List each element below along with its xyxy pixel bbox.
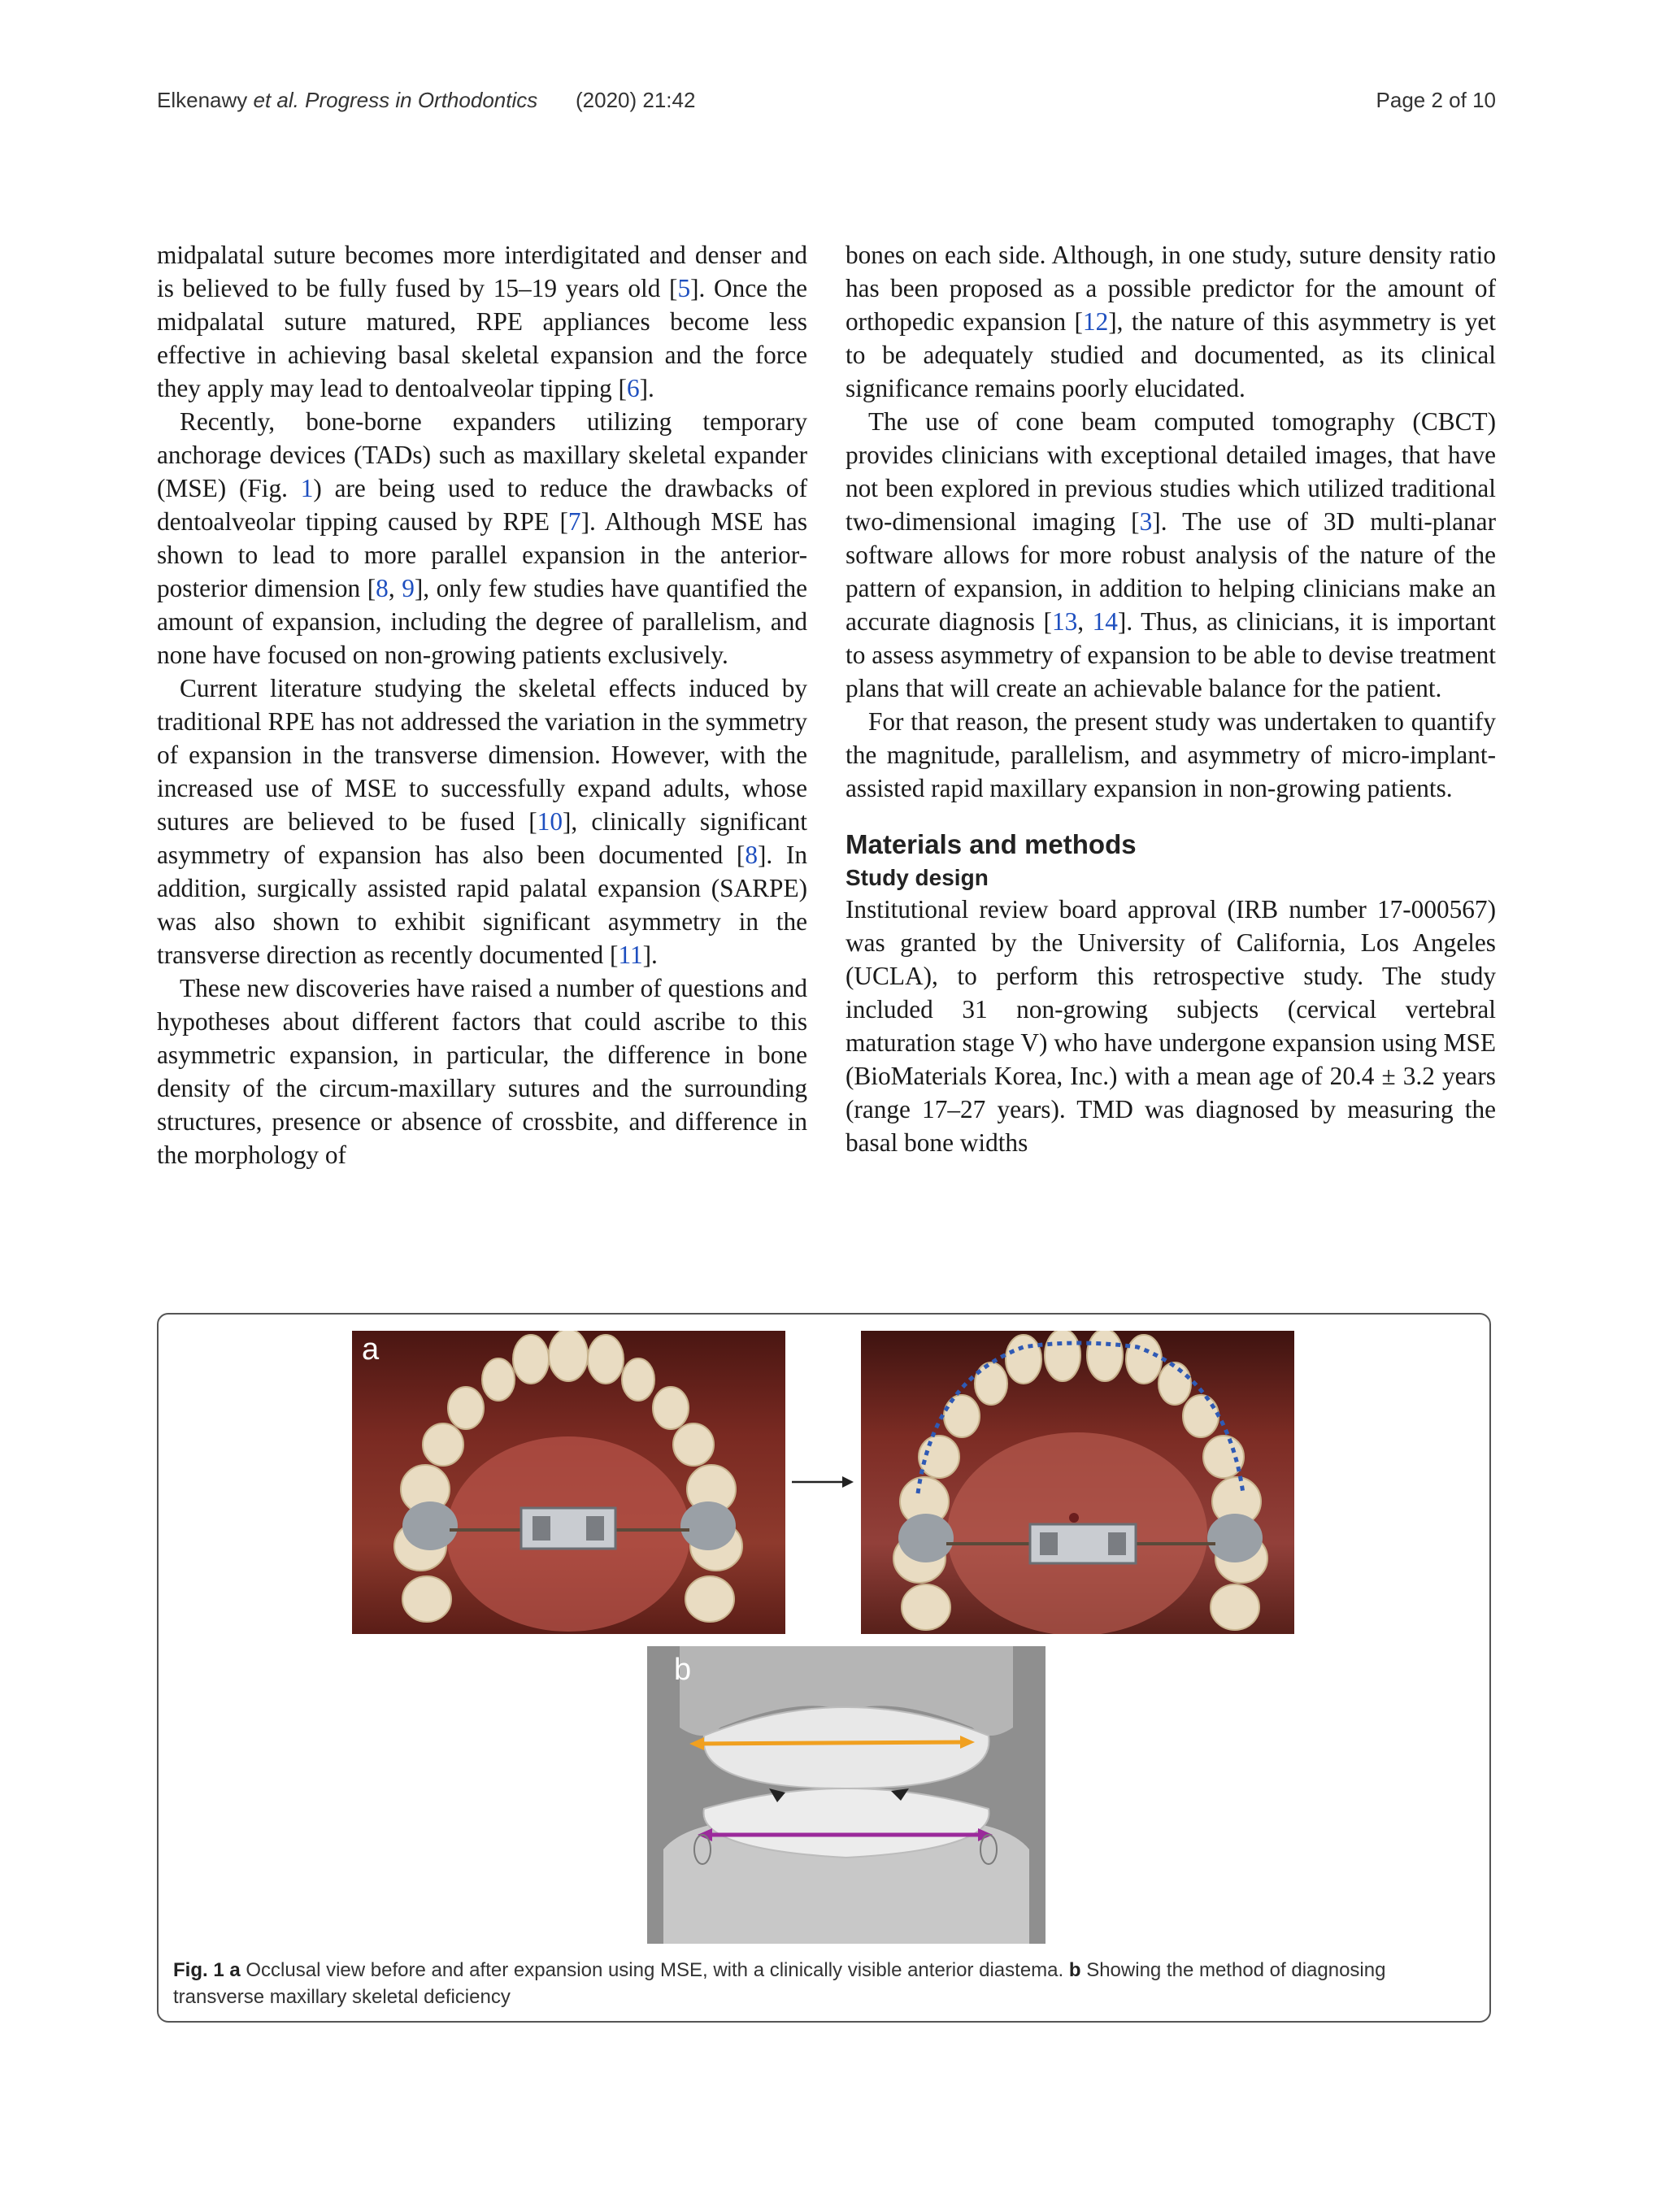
citation-link[interactable]: 7 [567,507,581,536]
paragraph: For that reason, the present study was undertaken to quantify the magnitude, parallelism, and asymmetry of micro-implant-assisted rapid maxillary expansion in non-growing patients. [846,707,1496,802]
text-run: Recently, bone-borne expanders utilizing temporary anchorage devices (TADs) such as maxillary skeletal expander (MSE) (Fig. [157,407,807,502]
citation-link[interactable]: 12 [1082,307,1109,336]
text-run: ]. In addition, surgically assisted rapid palatal expansion (SARPE) was also shown to exhibit significant asymmetry in the transverse direction as recently documented [ [157,841,807,969]
paragraph: These new discoveries have raised a number of questions and hypotheses about different factors that could ascribe to this asymmetric expansion, in particular, the difference in bone density of the circum-maxillary sutures and the surrounding structures, presence or absence of crossbite, and difference in the morphology of [157,974,807,1169]
paragraph [846,405,1496,705]
paragraph [157,238,807,405]
left-column [157,238,807,1171]
arrow-right-icon [790,1473,855,1491]
text-run: , [1077,607,1093,636]
text-run: ]. Although MSE has shown to lead to more parallel expansion in the anterior-posterior dimension [ [157,507,807,602]
journal-name: et al. Progress in Orthodontics [253,88,538,112]
text-run: ], the nature of this asymmetry is yet to be adequately studied and documented, as its clinical significance remains poorly elucidated. [846,307,1496,402]
citation-link[interactable]: 10 [537,807,563,836]
text-run: ]. Once the midpalatal suture matured, RPE appliances become less effective in achieving basal skeletal expansion and the force they apply may lead to dentoalveolar tipping [ [157,274,807,402]
running-head-authors [157,88,537,113]
caption-b-text: Showing the method of diagnosing transverse maxillary skeletal deficiency [173,1959,1386,2008]
text-run: ]. Thus, as clinicians, it is important to assess asymmetry of expansion to be able to devise treatment plans that will create an achievable balance for the patient. [846,607,1496,702]
text-run: ) are being used to reduce the drawbacks of dentoalveolar tipping caused by RPE [ [157,474,808,536]
panel-b-label: b [674,1653,692,1687]
figure-caption [173,1957,1474,2010]
citation-link[interactable]: 11 [618,941,643,969]
caption-b-label: b [1068,1959,1081,1981]
caption-fig-label: Fig. 1 [173,1959,224,1981]
author-name: Elkenawy [157,88,248,112]
paragraph [157,671,807,971]
text-run: The use of cone beam computed tomography (CBCT) provides clinicians with exceptional detailed images, that have not been explored in previous studies which utilized traditional two-dimensional imaging [ [846,407,1496,536]
text-run: ], clinically significant asymmetry of expansion has also been documented [ [157,807,808,869]
citation-link[interactable]: 8 [376,574,389,602]
text-run: , [388,574,402,602]
paragraph [846,238,1496,405]
dental-model-render [647,1646,1046,1944]
running-head-year: (2020) 21:42 [576,88,696,112]
citation-link[interactable]: 6 [626,374,640,402]
subsection-heading: Study design [846,865,989,890]
paragraph: Institutional review board approval (IRB number 17-000567) was granted by the University of California, Los Angeles (UCLA), to perform this retrospective study. The study included 31 non-growing subjects (cervical vertebral maturation stage V) who have undergone expansion using MSE (BioMaterials Korea, Inc.) with a mean age of 20.4 ± 3.2 years (range 17–27 years). TMD was diagnosed by measuring the basal bone widths [846,895,1496,1157]
citation-link[interactable]: 3 [1139,507,1153,536]
occlusal-photo-before [352,1331,785,1634]
text-run: ]. The use of 3D multi-planar software allows for more robust analysis of the nature of the pattern of expansion, in addition to helping clinicians make an accurate diagnosis [ [846,507,1496,636]
citation-link[interactable]: 5 [677,274,691,302]
citation-link[interactable]: 14 [1092,607,1118,636]
caption-a-text: Occlusal view before and after expansion using MSE, with a clinically visible anterior diastema. [240,1959,1069,1981]
section-heading: Materials and methods [846,829,1137,859]
text-run: Current literature studying the skeletal effects induced by traditional RPE has not addressed the variation in the symmetry of expansion in the transverse dimension. However, with the increased use of MSE to successfully expand adults, whose sutures are believed to be fused [ [157,674,807,836]
text-run: bones on each side. Although, in one study, suture density ratio has been proposed as a possible predictor for the amount of orthopedic expansion [ [846,241,1496,336]
text-run: midpalatal suture becomes more interdigitated and denser and is believed to be fully fused by 15–19 years old [ [157,241,807,302]
paragraph [157,405,807,671]
right-column [846,238,1496,1159]
citation-link[interactable]: 9 [402,574,415,602]
figure-link[interactable]: 1 [300,474,314,502]
text-run: ], only few studies have quantified the amount of expansion, including the degree of parallelism, and none have focused on non-growing patients exclusively. [157,574,807,669]
caption-a-label: a [229,1959,241,1981]
occlusal-photo-after [861,1331,1294,1634]
page-number: Page 2 of 10 [1376,88,1496,112]
text-run: ]. [639,374,654,402]
citation-link[interactable]: 13 [1051,607,1078,636]
citation-link[interactable]: 8 [745,841,758,869]
panel-a-label: a [362,1332,380,1367]
text-run: ]. [642,941,658,969]
